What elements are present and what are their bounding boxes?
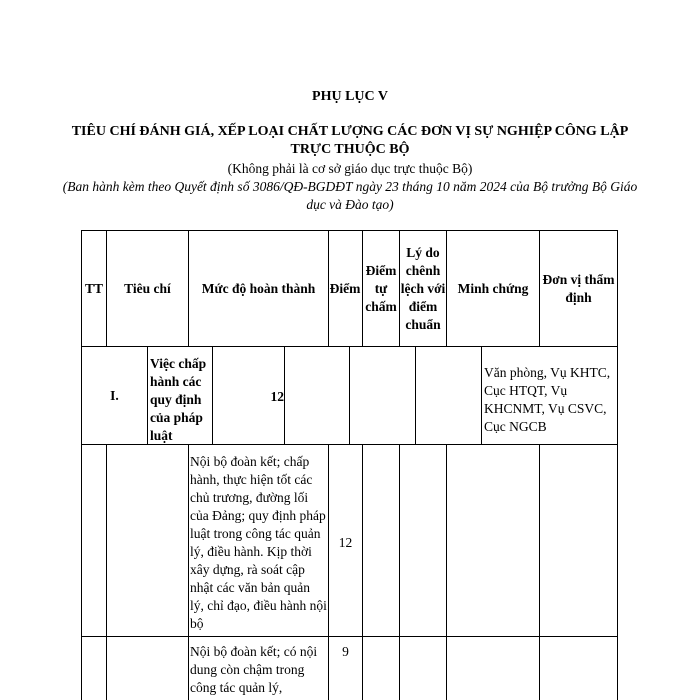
column-divider	[362, 444, 363, 700]
header-criteria: Tiêu chí	[124, 280, 171, 296]
header-completion: Mức độ hoàn thành	[201, 280, 316, 296]
header-self-score: Điểm tự chấm	[365, 262, 397, 314]
column-divider	[188, 444, 189, 700]
column-divider	[106, 444, 107, 700]
column-divider	[147, 346, 148, 444]
section-score: 12	[270, 389, 284, 404]
column-divider	[284, 346, 285, 444]
column-divider	[349, 346, 350, 444]
header-reason: Lý do chênh lệch với điểm chuẩn	[400, 244, 446, 332]
section-number: I.	[110, 387, 119, 403]
document-title: TIÊU CHÍ ĐÁNH GIÁ, XẾP LOẠI CHẤT LƯỢNG CÁC ĐƠN VỊ SỰ NGHIỆP CÔNG LẬP TRỰC THUỘC BỘ	[71, 124, 629, 157]
score-value: 12	[338, 535, 353, 550]
section-appraiser: Văn phòng, Vụ KHTC, Cục HTQT, Vụ KHCNMT, Vụ CSVC, Cục NGCB	[484, 365, 611, 434]
column-divider	[399, 444, 400, 700]
score-value: 9	[342, 644, 349, 659]
document-subtitle: (Không phải là cơ sở giáo dục trực thuộc Bộ)	[227, 161, 473, 176]
header-tt: TT	[84, 280, 103, 296]
completion-level-text: Nội bộ đoàn kết; chấp hành, thực hiện tốt các chủ trương, đường lối của Đảng; quy định pháp luật trong công tác quản lý, điều hành. Kịp thời xây dựng, rà soát cập nhật các văn bản quản lý, chỉ đạo, điều hành nội bộ	[190, 454, 327, 631]
table-row-divider	[81, 636, 618, 637]
header-appraiser: Đơn vị thẩm định	[542, 271, 615, 305]
appendix-label: PHỤ LỤC V	[312, 89, 388, 104]
header-evidence: Minh chứng	[457, 280, 529, 296]
section-criteria: Việc chấp hành các quy định của pháp luật	[150, 356, 207, 443]
completion-level-text: Nội bộ đoàn kết; có nội dung còn chậm trong công tác quản lý,	[190, 644, 318, 695]
table-border-right	[617, 230, 618, 700]
column-divider	[415, 346, 416, 444]
column-divider	[481, 346, 482, 444]
header-score: Điểm	[329, 280, 361, 296]
column-divider	[539, 444, 540, 700]
column-divider	[328, 444, 329, 700]
column-divider	[446, 444, 447, 700]
decision-note: (Ban hành kèm theo Quyết định số 3086/QĐ-BGDĐT ngày 23 tháng 10 năm 2024 của Bộ trưởng Bộ Giáo dục và Đào tạo)	[62, 179, 638, 212]
